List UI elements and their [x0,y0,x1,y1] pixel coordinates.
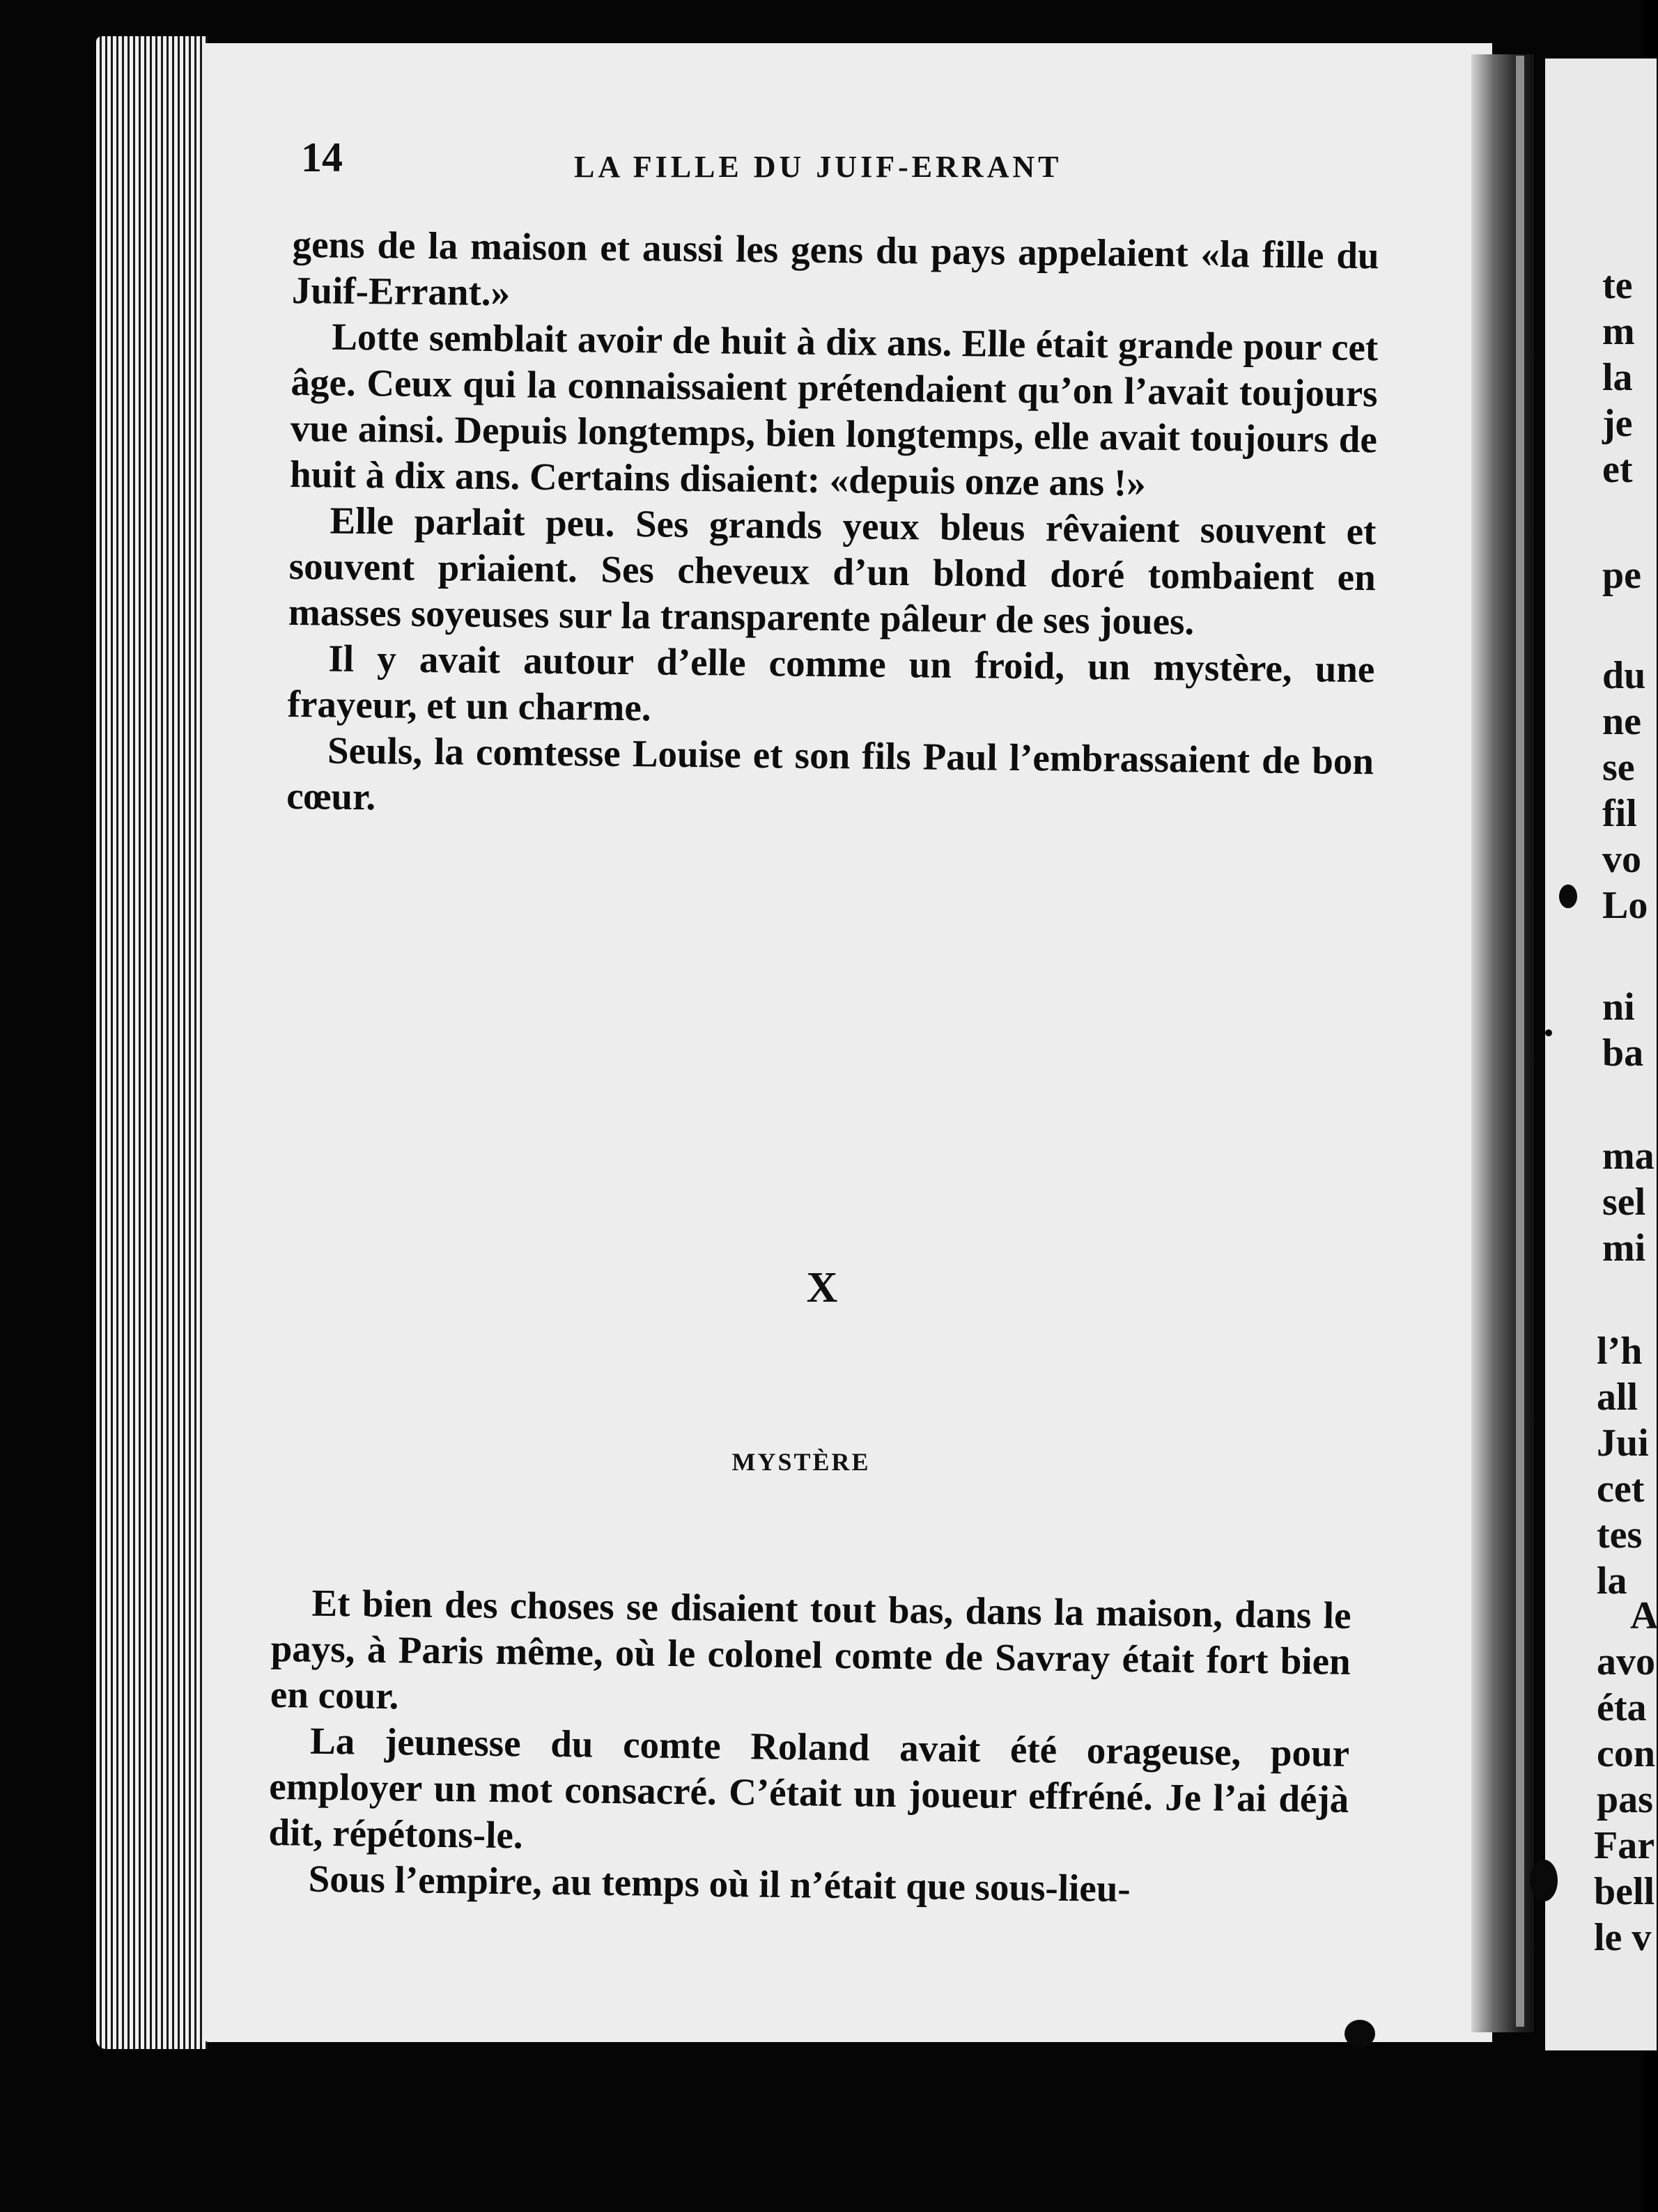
facing-page-fragment: cet [1597,1467,1645,1511]
facing-page-fragment: pas [1597,1778,1653,1821]
facing-page-fragment: Jui [1597,1422,1649,1465]
text-block-chapter-start [268,1580,1351,1915]
facing-page-fragment: con [1597,1732,1655,1775]
page-number: 14 [301,134,343,180]
book-gutter [1471,54,1534,2032]
facing-page-fragment: A [1630,1594,1658,1637]
facing-page-fragment: éta [1597,1686,1647,1729]
facing-page-fragment: te [1602,264,1633,307]
facing-page-fragment: Far [1594,1824,1655,1867]
paragraph: Sous l’empire, au temps où il n’était que sous-lieu- [308,1857,1131,1910]
facing-page-fragment: tes [1597,1513,1643,1557]
paragraph: La jeunesse du comte Roland avait été orageuse, pour employer un mot consacré. C’était un joueur effréné. Je l’ai déjà dit, répétons-le. [268,1719,1350,1857]
facing-page-fragment: vo [1602,838,1641,881]
facing-page-fragment: sel [1602,1181,1646,1224]
facing-page-fragment: ni [1602,986,1635,1029]
facing-page-fragment: la [1597,1559,1627,1603]
paragraph: Et bien des choses se disaient tout bas, dans la maison, dans le pays, à Paris même, où le colonel comte de Savray était fort bien en cour. [270,1581,1351,1718]
paragraph: Seuls, la comtesse Louise et son fils Paul l’embrassaient de bon cœur. [286,729,1374,818]
facing-page-fragment: ma [1602,1135,1655,1178]
facing-page-fragment: je [1602,402,1633,445]
facing-page-fragment: ne [1602,700,1641,743]
chapter-title: MYSTÈRE [731,1448,871,1476]
facing-page-fragment: et [1602,448,1633,491]
text-block-before-chapter [286,221,1379,830]
paragraph: Lotte semblait avoir de huit à dix ans. Elle était grande pour cet âge. Ceux qui la connaissaient prétendaient qu’on l’avait toujours vue ainsi. Depuis longtemps, bien longtemps, elle avait toujours de huit à dix ans. Certains disaient: «depuis onze ans !» [289,315,1379,504]
facing-page-fragment: avo [1597,1640,1655,1683]
facing-page-fragment: ba [1602,1031,1644,1075]
running-title: LA FILLE DU JUIF-ERRANT [574,150,1062,184]
facing-page-fragment: bell [1594,1870,1655,1913]
page-edges [96,36,208,2049]
facing-page-fragment: pe [1602,554,1641,597]
paragraph: Il y avait autour d’elle comme un froid, un mystère, une frayeur, et un charme. [287,637,1375,729]
paragraph: Elle parlait peu. Ses grands yeux bleus rêvaient souvent et souvent priaient. Ses cheveux d’un blond doré tombaient en masses soyeuses sur la transparente pâleur de ses joues. [288,499,1377,643]
facing-page-fragment: mi [1602,1226,1646,1270]
facing-page-fragment: all [1597,1376,1638,1419]
facing-page-fragment: la [1602,356,1633,399]
chapter-number: X [806,1264,838,1311]
facing-page-fragment: du [1602,654,1646,697]
gutter-highlight [1516,56,1524,2027]
facing-page-fragment: m [1602,310,1635,353]
facing-page-fragment: se [1602,746,1635,789]
paragraph: gens de la maison et aussi les gens du pays appelaient «la fille du Juif-Errant.» [291,222,1379,314]
ink-speck [1545,1029,1552,1036]
facing-page-fragment: fil [1602,792,1637,835]
ink-speck [1345,2020,1375,2048]
ink-speck [1559,885,1577,908]
facing-page-fragment: Lo [1602,884,1648,927]
ink-speck [1530,1860,1558,1901]
facing-page-fragment: le v [1594,1916,1652,1959]
facing-page-fragment: l’h [1597,1330,1643,1373]
